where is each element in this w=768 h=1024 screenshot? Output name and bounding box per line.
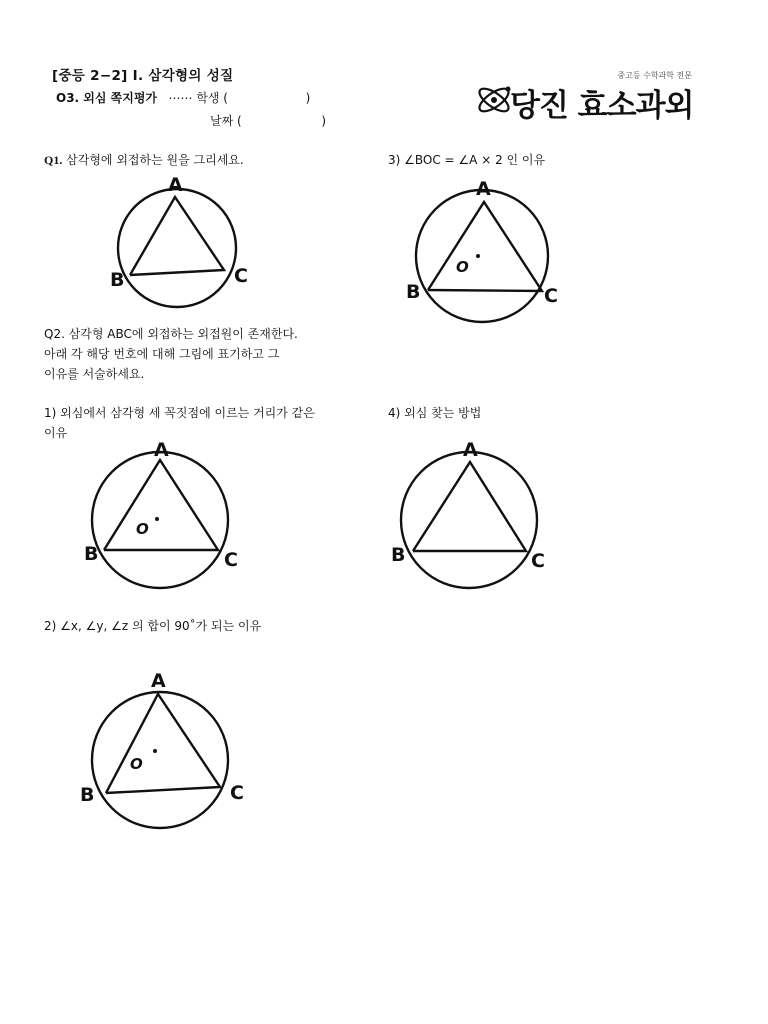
atom-icon bbox=[474, 80, 514, 120]
worksheet-subtitle: O3. 외심 쪽지평가 bbox=[56, 91, 158, 105]
circumcircle bbox=[92, 692, 228, 828]
q2-1-prompt: 1) 외심에서 삼각형 세 꼭짓점에 이르는 거리가 같은 이유 bbox=[44, 406, 315, 440]
label-a: A bbox=[151, 670, 166, 692]
circumcenter-dot bbox=[476, 254, 480, 258]
label-b: B bbox=[391, 544, 406, 566]
label-c: C bbox=[230, 782, 244, 804]
label-o: O bbox=[456, 258, 469, 276]
label-c: C bbox=[234, 265, 248, 287]
circumcircle bbox=[401, 452, 537, 588]
logo-name: 당진 효소과외 bbox=[510, 88, 694, 124]
circumcenter-dot bbox=[155, 517, 159, 521]
q2-prompt: Q2. 삼각형 ABC에 외접하는 외접원이 존재한다. 아래 각 해당 번호에 대해 그림에 표기하고 그 이유를 서술하세요. bbox=[44, 327, 298, 381]
circumcircle bbox=[92, 452, 228, 588]
student-close: ) bbox=[305, 91, 311, 105]
q2-1-figure bbox=[78, 440, 253, 575]
worksheet-title: [중등 2−2] Ⅰ. 삼각형의 성질 bbox=[52, 68, 234, 84]
q2-4-prompt: 4) 외심 찾는 방법 bbox=[388, 406, 482, 420]
date-close: ) bbox=[321, 114, 327, 128]
label-c: C bbox=[544, 285, 558, 307]
label-a: A bbox=[154, 439, 169, 461]
triangle-abc bbox=[130, 197, 224, 275]
label-b: B bbox=[80, 784, 95, 806]
label-b: B bbox=[406, 281, 421, 303]
circumcenter-dot bbox=[153, 749, 157, 753]
label-o: O bbox=[130, 755, 143, 773]
circumcircle bbox=[416, 190, 548, 322]
label-a: A bbox=[463, 439, 478, 461]
q2-2-figure bbox=[78, 668, 258, 833]
triangle-abc bbox=[428, 202, 542, 291]
q3-prompt: 3) ∠BOC = ∠A × 2 인 이유 bbox=[388, 153, 546, 167]
triangle-abc bbox=[106, 694, 220, 793]
label-o: O bbox=[136, 520, 149, 538]
label-c: C bbox=[224, 549, 238, 571]
q1-text: 삼각형에 외접하는 원을 그리세요. bbox=[62, 153, 244, 167]
circumcircle bbox=[118, 189, 236, 307]
logo-tagline: 중고등 수학과학 전문 bbox=[617, 71, 692, 80]
worksheet-subtitle-line bbox=[56, 89, 310, 106]
label-a: A bbox=[476, 178, 491, 200]
q1-prompt bbox=[44, 150, 244, 170]
triangle-abc bbox=[104, 460, 218, 550]
date-line bbox=[210, 112, 326, 129]
q3-figure bbox=[400, 180, 570, 315]
q2-4-figure bbox=[385, 440, 560, 575]
brand-logo bbox=[470, 70, 710, 122]
dots: ⋯⋯ bbox=[168, 91, 193, 105]
label-b: B bbox=[110, 269, 125, 291]
q1-figure bbox=[110, 174, 260, 320]
q2-2-prompt: 2) ∠x, ∠y, ∠z 의 합이 90˚가 되는 이유 bbox=[44, 619, 262, 633]
label-c: C bbox=[531, 550, 545, 572]
label-a: A bbox=[168, 174, 183, 196]
label-b: B bbox=[84, 543, 99, 565]
q1-number: Q1. bbox=[44, 153, 63, 167]
date-label: 날짜 ( bbox=[210, 114, 242, 128]
triangle-abc bbox=[413, 462, 526, 551]
student-label: 학생 ( bbox=[196, 91, 228, 105]
